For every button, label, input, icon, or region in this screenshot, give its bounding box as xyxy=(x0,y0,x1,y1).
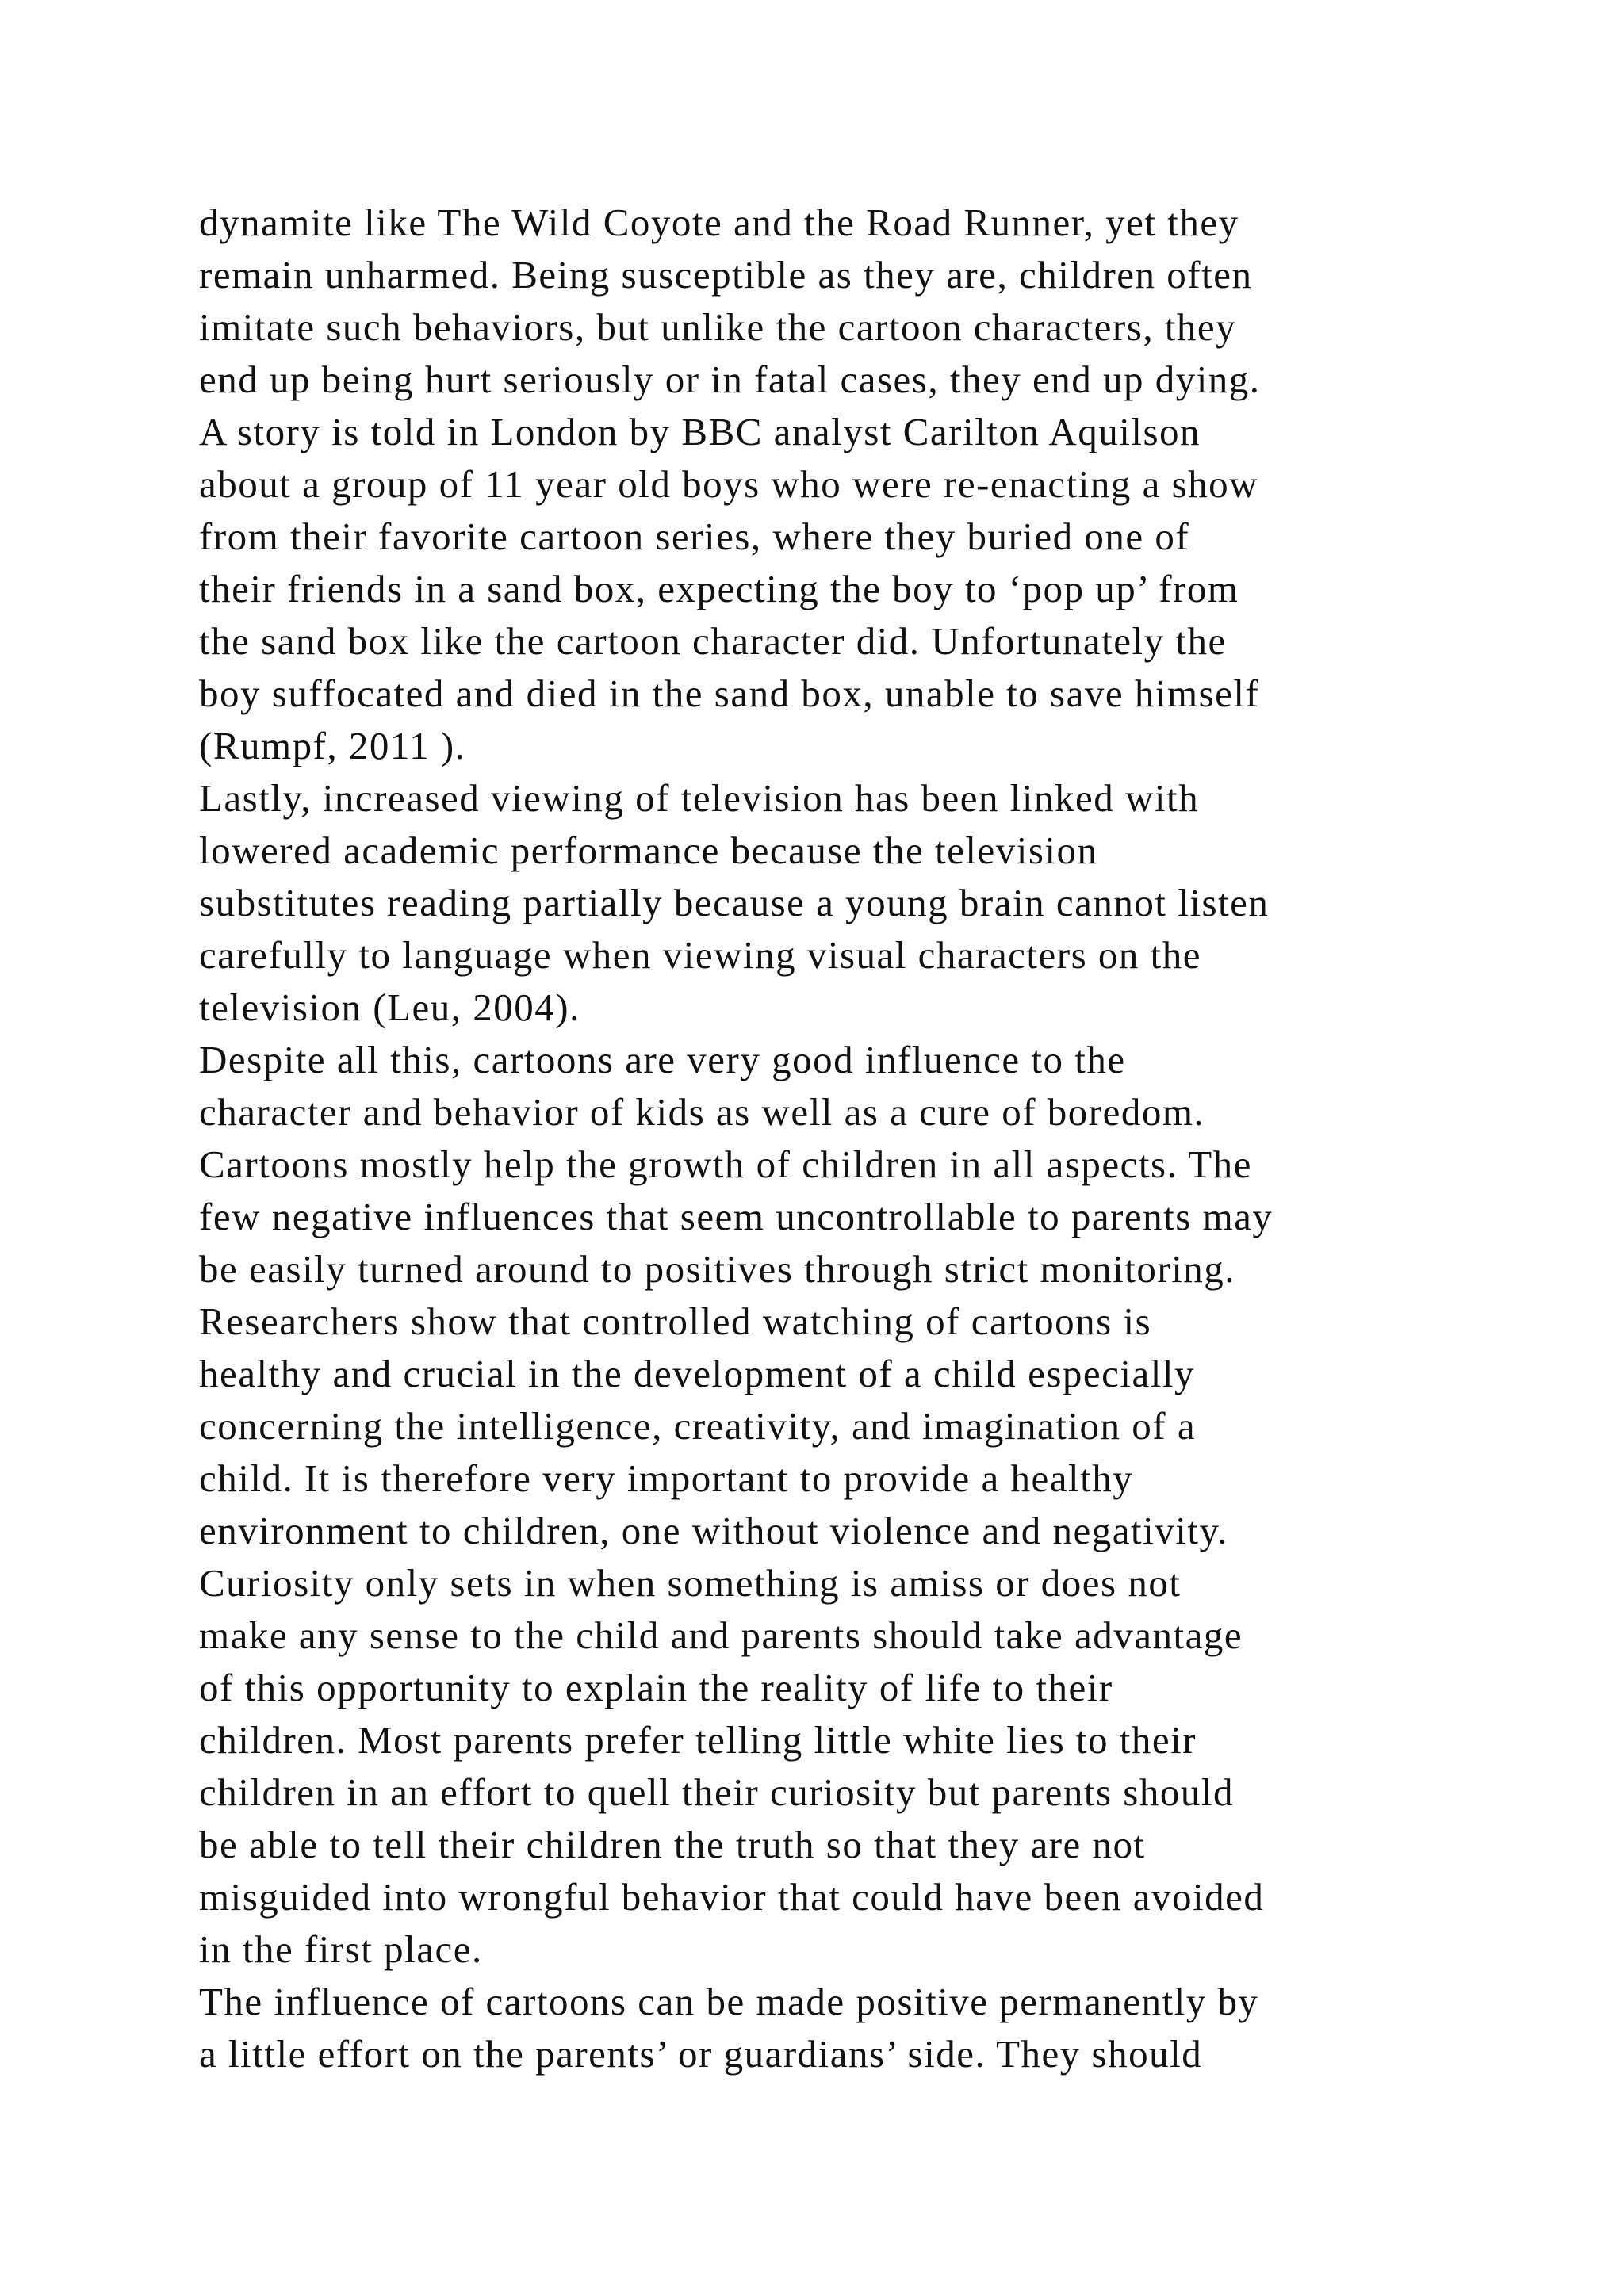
text-line: environment to children, one without violence and negativity. xyxy=(199,1509,1229,1552)
text-line: end up being hurt seriously or in fatal cases, they end up dying. xyxy=(199,358,1261,401)
text-line: children in an effort to quell their curiosity but parents should xyxy=(199,1770,1234,1814)
text-line: in the first place. xyxy=(199,1927,483,1971)
text-line: the sand box like the cartoon character did. Unfortunately the xyxy=(199,619,1227,663)
text-line: healthy and crucial in the development of a child especially xyxy=(199,1352,1196,1395)
text-line: substitutes reading partially because a young brain cannot listen xyxy=(199,881,1270,924)
text-line: A story is told in London by BBC analyst Carilton Aquilson xyxy=(199,410,1201,453)
text-line: dynamite like The Wild Coyote and the Road Runner, yet they xyxy=(199,201,1239,244)
text-line: be easily turned around to positives through strict monitoring. xyxy=(199,1247,1236,1291)
text-line: Curiosity only sets in when something is amiss or does not xyxy=(199,1561,1182,1605)
text-line: make any sense to the child and parents should take advantage xyxy=(199,1613,1243,1657)
text-line: Researchers show that controlled watching of cartoons is xyxy=(199,1299,1152,1343)
text-line: misguided into wrongful behavior that could have been avoided xyxy=(199,1875,1265,1919)
text-line: children. Most parents prefer telling little white lies to their xyxy=(199,1718,1197,1762)
text-line: Despite all this, cartoons are very good influence to the xyxy=(199,1038,1126,1081)
body-text xyxy=(199,197,1484,2080)
text-line: imitate such behaviors, but unlike the cartoon characters, they xyxy=(199,305,1237,349)
text-line: Lastly, increased viewing of television has been linked with xyxy=(199,776,1200,820)
text-line: few negative influences that seem uncontrollable to parents may xyxy=(199,1195,1274,1238)
text-line: remain unharmed. Being susceptible as they are, children often xyxy=(199,253,1253,297)
text-line: their friends in a sand box, expecting the boy to ‘pop up’ from xyxy=(199,567,1239,610)
text-line: carefully to language when viewing visual characters on the xyxy=(199,933,1202,977)
text-line: a little effort on the parents’ or guardians’ side. They should xyxy=(199,2032,1203,2076)
text-line: (Rumpf, 2011 ). xyxy=(199,724,466,767)
text-line: boy suffocated and died in the sand box, unable to save himself xyxy=(199,672,1260,715)
text-line: concerning the intelligence, creativity, and imagination of a xyxy=(199,1404,1197,1448)
text-line: be able to tell their children the truth so that they are not xyxy=(199,1823,1146,1866)
text-line: character and behavior of kids as well as a cure of boredom. xyxy=(199,1090,1205,1134)
text-line: television (Leu, 2004). xyxy=(199,985,580,1029)
text-line: lowered academic performance because the television xyxy=(199,828,1098,872)
text-line: from their favorite cartoon series, where they buried one of xyxy=(199,515,1190,558)
text-line: of this opportunity to explain the reality of life to their xyxy=(199,1666,1113,1709)
text-line: The influence of cartoons can be made positive permanently by xyxy=(199,1980,1259,2023)
text-line: child. It is therefore very important to provide a healthy xyxy=(199,1456,1134,1500)
text-line: about a group of 11 year old boys who were re-enacting a show xyxy=(199,462,1259,506)
text-line: Cartoons mostly help the growth of children in all aspects. The xyxy=(199,1142,1252,1186)
